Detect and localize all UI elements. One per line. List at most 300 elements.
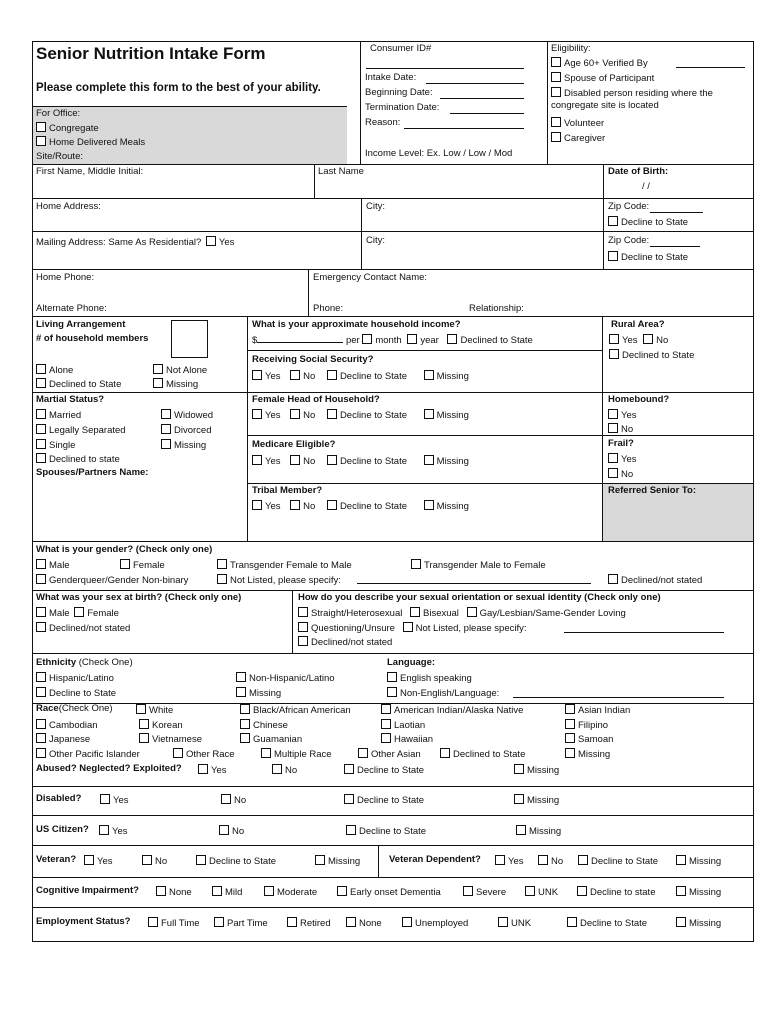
checkbox[interactable] [100, 794, 110, 804]
option-label: Hispanic/Latino [49, 673, 114, 684]
sex-declined[interactable] [36, 622, 130, 635]
line [32, 786, 754, 787]
checkbox[interactable] [565, 704, 575, 714]
citizen-yes[interactable] [99, 825, 128, 838]
option-label: Missing [527, 795, 560, 806]
cognitive-none[interactable] [156, 886, 192, 899]
option-label: Filipino [578, 720, 609, 731]
race-korean[interactable] [139, 719, 183, 732]
mailing-label [36, 236, 234, 249]
checkbox[interactable] [139, 719, 149, 729]
spouses-label: Spouses/Partners Name: [36, 467, 149, 478]
gender-tfm[interactable] [217, 559, 352, 572]
checkbox[interactable] [463, 886, 473, 896]
alt-phone-label: Alternate Phone: [36, 303, 107, 314]
checkbox[interactable] [514, 794, 524, 804]
employment-decline[interactable] [567, 917, 647, 930]
underline [404, 128, 524, 129]
marital-divorced[interactable] [161, 424, 212, 437]
checkbox[interactable] [344, 794, 354, 804]
city-label: City: [366, 201, 385, 212]
checkbox[interactable] [577, 886, 587, 896]
marital-married[interactable] [36, 409, 81, 422]
living-declined[interactable] [36, 378, 121, 391]
checkbox[interactable] [36, 687, 46, 697]
checkbox[interactable] [407, 334, 417, 344]
option-label: Non-English/Language: [400, 688, 500, 699]
option-label: No [285, 765, 298, 776]
zip-label: Zip Code: [608, 201, 650, 212]
checkbox[interactable] [387, 672, 397, 682]
option-label: Decline to State [339, 371, 408, 382]
race-asian-indian[interactable] [565, 704, 630, 717]
line [32, 316, 754, 317]
checkbox[interactable] [327, 455, 337, 465]
checkbox[interactable] [173, 748, 183, 758]
checkbox[interactable] [344, 764, 354, 774]
checkbox[interactable] [217, 559, 227, 569]
checkbox[interactable] [36, 424, 46, 434]
checkbox[interactable] [551, 57, 561, 67]
checkbox[interactable] [264, 886, 274, 896]
option-label: Multiple Race [274, 749, 332, 760]
checkbox[interactable] [608, 453, 618, 463]
abused-no[interactable] [272, 764, 297, 777]
veteran-no[interactable] [142, 855, 167, 868]
checkbox[interactable] [346, 917, 356, 927]
employment-full[interactable] [148, 917, 200, 930]
checkbox[interactable] [411, 559, 421, 569]
checkbox[interactable] [424, 409, 434, 419]
option-label: Yes [265, 371, 281, 382]
ethnicity-hispanic[interactable] [36, 672, 114, 685]
checkbox[interactable] [381, 719, 391, 729]
dob-separators: / / [642, 181, 650, 192]
race-hawaiian[interactable] [381, 733, 433, 746]
checkbox[interactable] [608, 409, 618, 419]
zip-decline[interactable] [608, 251, 688, 264]
checkbox[interactable] [36, 607, 46, 617]
checkbox[interactable] [240, 719, 250, 729]
gender-male[interactable] [36, 559, 70, 572]
employment-unk[interactable] [498, 917, 531, 930]
race-pacific[interactable] [36, 748, 140, 761]
checkbox[interactable] [565, 733, 575, 743]
checkbox[interactable] [327, 500, 337, 510]
checkbox[interactable] [315, 855, 325, 865]
checkbox[interactable] [381, 704, 391, 714]
race-declined[interactable] [440, 748, 525, 761]
citizen-decline[interactable] [346, 825, 426, 838]
checkbox[interactable] [139, 733, 149, 743]
checkbox[interactable] [495, 855, 505, 865]
checkbox[interactable] [525, 886, 535, 896]
checkbox[interactable] [565, 748, 575, 758]
gender-declined[interactable] [608, 574, 702, 587]
checkbox[interactable] [142, 855, 152, 865]
homebound-no[interactable] [608, 423, 633, 436]
checkbox[interactable] [346, 825, 356, 835]
underline [426, 83, 524, 84]
checkbox[interactable] [551, 117, 561, 127]
living-not-alone[interactable] [153, 364, 207, 377]
checkbox[interactable] [381, 733, 391, 743]
cognitive-severe[interactable] [463, 886, 506, 899]
race-filipino[interactable] [565, 719, 608, 732]
disabled-missing[interactable] [514, 794, 559, 807]
checkbox[interactable] [36, 453, 46, 463]
marital-widowed[interactable] [161, 409, 213, 422]
checkbox[interactable] [36, 439, 46, 449]
checkbox[interactable] [217, 574, 227, 584]
income-row [252, 334, 533, 347]
race-other[interactable] [173, 748, 235, 761]
option-label: Other Asian [371, 749, 421, 760]
frame-left [32, 41, 33, 941]
checkbox[interactable] [565, 719, 575, 729]
zip-label: Zip Code: [608, 235, 650, 246]
checkbox[interactable] [551, 72, 561, 82]
checkbox[interactable] [327, 370, 337, 380]
cognitive-unk[interactable] [525, 886, 558, 899]
checkbox[interactable] [567, 917, 577, 927]
veteran-dep-no[interactable] [538, 855, 563, 868]
checkbox[interactable] [609, 349, 619, 359]
race-multiple[interactable] [261, 748, 332, 761]
language-non-english[interactable] [387, 687, 499, 700]
option-label: Age 60+ Verified By [564, 58, 648, 69]
income-level-label: Income Level: Ex. Low / Low / Mod [365, 148, 513, 159]
checkbox[interactable] [252, 409, 262, 419]
race-chinese[interactable] [240, 719, 288, 732]
gender-tmf[interactable] [411, 559, 546, 572]
employment-retired[interactable] [287, 917, 331, 930]
orientation-declined[interactable] [298, 636, 392, 649]
checkbox[interactable] [156, 886, 166, 896]
checkbox[interactable] [240, 704, 250, 714]
checkbox[interactable] [440, 748, 450, 758]
homebound-yes[interactable] [608, 409, 637, 422]
veteran-title: Veteran? [36, 854, 77, 865]
checkbox[interactable] [219, 825, 229, 835]
household-members-label: # of household members [36, 333, 149, 344]
checkbox[interactable] [676, 886, 686, 896]
checkbox[interactable] [212, 886, 222, 896]
line [308, 269, 309, 317]
checkbox[interactable] [161, 409, 171, 419]
living-alone[interactable] [36, 364, 73, 377]
checkbox[interactable] [161, 439, 171, 449]
option-label: Decline to State [621, 217, 689, 228]
veteran-yes[interactable] [84, 855, 113, 868]
option-label: Missing [436, 410, 469, 421]
citizen-no[interactable] [219, 825, 244, 838]
line [32, 845, 754, 846]
gender-genderqueer[interactable] [36, 574, 188, 587]
race-guamanian[interactable] [240, 733, 302, 746]
line [314, 164, 315, 198]
race-other-asian[interactable] [358, 748, 421, 761]
checkbox[interactable] [387, 687, 397, 697]
option-label: Other Race [186, 749, 235, 760]
checkbox[interactable] [609, 334, 619, 344]
option-label: Yes [265, 410, 281, 421]
checkbox[interactable] [516, 825, 526, 835]
checkbox[interactable] [74, 607, 84, 617]
race-missing[interactable] [565, 748, 610, 761]
option-label: No [303, 371, 316, 382]
homebound-title: Homebound? [608, 394, 670, 405]
employment-none[interactable] [346, 917, 382, 930]
option-label: Not Alone [166, 365, 208, 376]
checkbox[interactable] [196, 855, 206, 865]
citizen-missing[interactable] [516, 825, 561, 838]
eligibility-disabled[interactable] [551, 87, 713, 100]
option-label: Not Listed, please specify: [415, 623, 527, 634]
checkbox[interactable] [358, 748, 368, 758]
checkbox[interactable] [402, 917, 412, 927]
option-label: Bisexual [423, 608, 459, 619]
option-label: Declined to State [622, 350, 695, 361]
site-route-label: Site/Route: [36, 151, 83, 162]
disabled-decline[interactable] [344, 794, 424, 807]
checkbox[interactable] [206, 236, 216, 246]
frail-yes[interactable] [608, 453, 637, 466]
checkbox[interactable] [608, 468, 618, 478]
race-cambodian[interactable] [36, 719, 98, 732]
veteran-dependent-title: Veteran Dependent? [389, 854, 481, 865]
checkbox[interactable] [84, 855, 94, 865]
checkbox[interactable] [36, 574, 46, 584]
eligibility-volunteer[interactable] [551, 117, 604, 130]
race-samoan[interactable] [565, 733, 613, 746]
cognitive-moderate[interactable] [264, 886, 317, 899]
veteran-dep-yes[interactable] [495, 855, 524, 868]
marital-separated[interactable] [36, 424, 126, 437]
checkbox[interactable] [403, 622, 413, 632]
checkbox[interactable] [290, 500, 300, 510]
eligibility-spouse[interactable] [551, 72, 654, 85]
checkbox[interactable] [424, 500, 434, 510]
option-label: Yes [218, 237, 235, 248]
checkbox[interactable] [498, 917, 508, 927]
underline [650, 246, 700, 247]
checkbox[interactable] [290, 370, 300, 380]
checkbox[interactable] [236, 687, 246, 697]
checkbox[interactable] [287, 917, 297, 927]
gender-female[interactable] [120, 559, 165, 572]
checkbox[interactable] [290, 409, 300, 419]
frail-no[interactable] [608, 468, 633, 481]
option-label: Declined/not stated [49, 623, 131, 634]
checkbox[interactable] [120, 559, 130, 569]
race-japanese[interactable] [36, 733, 90, 746]
eligibility-caregiver[interactable] [551, 132, 605, 145]
checkbox[interactable] [362, 334, 372, 344]
underline [513, 697, 724, 698]
home-address-label: Home Address: [36, 201, 101, 212]
ethnicity-missing[interactable] [236, 687, 281, 700]
option-label: Not Listed, please specify: [230, 575, 341, 586]
referred-title: Referred Senior To: [608, 485, 696, 496]
race-native[interactable] [381, 704, 523, 717]
option-label: Vietnamese [152, 734, 202, 745]
checkbox[interactable] [447, 334, 457, 344]
cognitive-early[interactable] [337, 886, 441, 899]
checkbox[interactable] [36, 733, 46, 743]
abused-missing[interactable] [514, 764, 559, 777]
line [32, 815, 754, 816]
disabled-no[interactable] [221, 794, 246, 807]
checkbox[interactable] [236, 672, 246, 682]
frame-bottom [32, 941, 754, 942]
checkbox[interactable] [36, 622, 46, 632]
line [292, 590, 293, 653]
checkbox[interactable] [252, 455, 262, 465]
zip-decline[interactable] [608, 216, 688, 229]
eligibility-label: Eligibility: [551, 43, 591, 54]
option-label: Laotian [394, 720, 426, 731]
cognitive-mild[interactable] [212, 886, 242, 899]
option-label: No [234, 795, 247, 806]
option-label: Early onset Dementia [350, 887, 441, 898]
living-missing[interactable] [153, 378, 198, 391]
veteran-dep-missing[interactable] [676, 855, 721, 868]
checkbox[interactable] [261, 748, 271, 758]
cognitive-decline[interactable] [577, 886, 655, 899]
veteran-dep-decline[interactable] [578, 855, 658, 868]
option-label: White [149, 705, 174, 716]
marital-single[interactable] [36, 439, 75, 452]
race-white[interactable] [136, 704, 173, 717]
checkbox[interactable] [252, 370, 262, 380]
checkbox[interactable] [36, 559, 46, 569]
checkbox[interactable] [551, 132, 561, 142]
line [247, 483, 754, 484]
ethnicity-declined[interactable] [36, 687, 116, 700]
checkbox[interactable] [337, 886, 347, 896]
eligibility-age[interactable] [551, 57, 648, 70]
cognitive-missing[interactable] [676, 886, 721, 899]
checkbox[interactable] [676, 855, 686, 865]
checkbox[interactable] [578, 855, 588, 865]
checkbox[interactable] [153, 364, 163, 374]
city-label: City: [366, 235, 385, 246]
ethnicity-non-hispanic[interactable] [236, 672, 335, 685]
checkbox[interactable] [99, 825, 109, 835]
checkbox[interactable] [608, 251, 618, 261]
checkbox[interactable] [36, 672, 46, 682]
checkbox[interactable] [290, 455, 300, 465]
checkbox[interactable] [551, 87, 561, 97]
option-label: Yes [265, 501, 281, 512]
employment-unemployed[interactable] [402, 917, 468, 930]
cognitive-title: Cognitive Impairment? [36, 885, 139, 896]
abused-yes[interactable] [198, 764, 227, 777]
checkbox[interactable] [424, 370, 434, 380]
option-label: Missing [166, 379, 199, 390]
checkbox[interactable] [676, 917, 686, 927]
checkbox[interactable] [298, 636, 308, 646]
gender-not-listed[interactable] [217, 574, 341, 587]
checkbox[interactable] [36, 719, 46, 729]
option-label: Missing [578, 749, 611, 760]
checkbox[interactable] [153, 378, 163, 388]
checkbox[interactable] [514, 764, 524, 774]
checkbox[interactable] [148, 917, 158, 927]
dob-label: Date of Birth: [608, 166, 669, 177]
checkbox[interactable] [410, 607, 420, 617]
checkbox[interactable] [161, 424, 171, 434]
checkbox[interactable] [272, 764, 282, 774]
office-home-delivered[interactable] [36, 136, 145, 149]
veteran-missing[interactable] [315, 855, 360, 868]
checkbox[interactable] [214, 917, 224, 927]
checkbox[interactable] [240, 733, 250, 743]
checkbox[interactable] [298, 607, 308, 617]
checkbox[interactable] [252, 500, 262, 510]
checkbox[interactable] [36, 378, 46, 388]
checkbox[interactable] [198, 764, 208, 774]
employment-missing[interactable] [676, 917, 721, 930]
checkbox[interactable] [298, 622, 308, 632]
checkbox[interactable] [36, 364, 46, 374]
marital-missing[interactable] [161, 439, 206, 452]
checkbox[interactable] [36, 136, 46, 146]
checkbox[interactable] [467, 607, 477, 617]
disabled-yes[interactable] [100, 794, 129, 807]
checkbox[interactable] [424, 455, 434, 465]
race-black[interactable] [240, 704, 351, 717]
marital-declined[interactable] [36, 453, 120, 466]
option-label: Decline to State [339, 410, 408, 421]
household-members-box[interactable] [171, 320, 208, 358]
first-name-label: First Name, Middle Initial: [36, 166, 144, 177]
checkbox[interactable] [538, 855, 548, 865]
checkbox[interactable] [221, 794, 231, 804]
employment-part[interactable] [214, 917, 268, 930]
language-english[interactable] [387, 672, 472, 685]
checkbox[interactable] [36, 122, 46, 132]
option-label: Full Time [161, 918, 200, 929]
line [32, 392, 754, 393]
line [361, 198, 362, 269]
checkbox[interactable] [643, 334, 653, 344]
checkbox[interactable] [608, 216, 618, 226]
option-label: Male [49, 560, 70, 571]
office-congregate[interactable] [36, 122, 99, 135]
option-label: Declined/not stated [311, 637, 393, 648]
race-laotian[interactable] [381, 719, 425, 732]
abused-decline[interactable] [344, 764, 424, 777]
veteran-decline[interactable] [196, 855, 276, 868]
line [247, 435, 754, 436]
rural-declined[interactable] [609, 349, 694, 362]
checkbox[interactable] [608, 574, 618, 584]
checkbox[interactable] [36, 409, 46, 419]
eligibility-disabled-cont: congregate site is located [551, 100, 659, 111]
line [32, 106, 347, 107]
checkbox[interactable] [36, 748, 46, 758]
female-head-title: Female Head of Household? [252, 394, 380, 405]
checkbox[interactable] [327, 409, 337, 419]
checkbox[interactable] [608, 423, 618, 433]
option-label: American Indian/Alaska Native [394, 705, 524, 716]
line [32, 907, 754, 908]
checkbox[interactable] [136, 704, 146, 714]
race-vietnamese[interactable] [139, 733, 202, 746]
option-label: No [303, 501, 316, 512]
